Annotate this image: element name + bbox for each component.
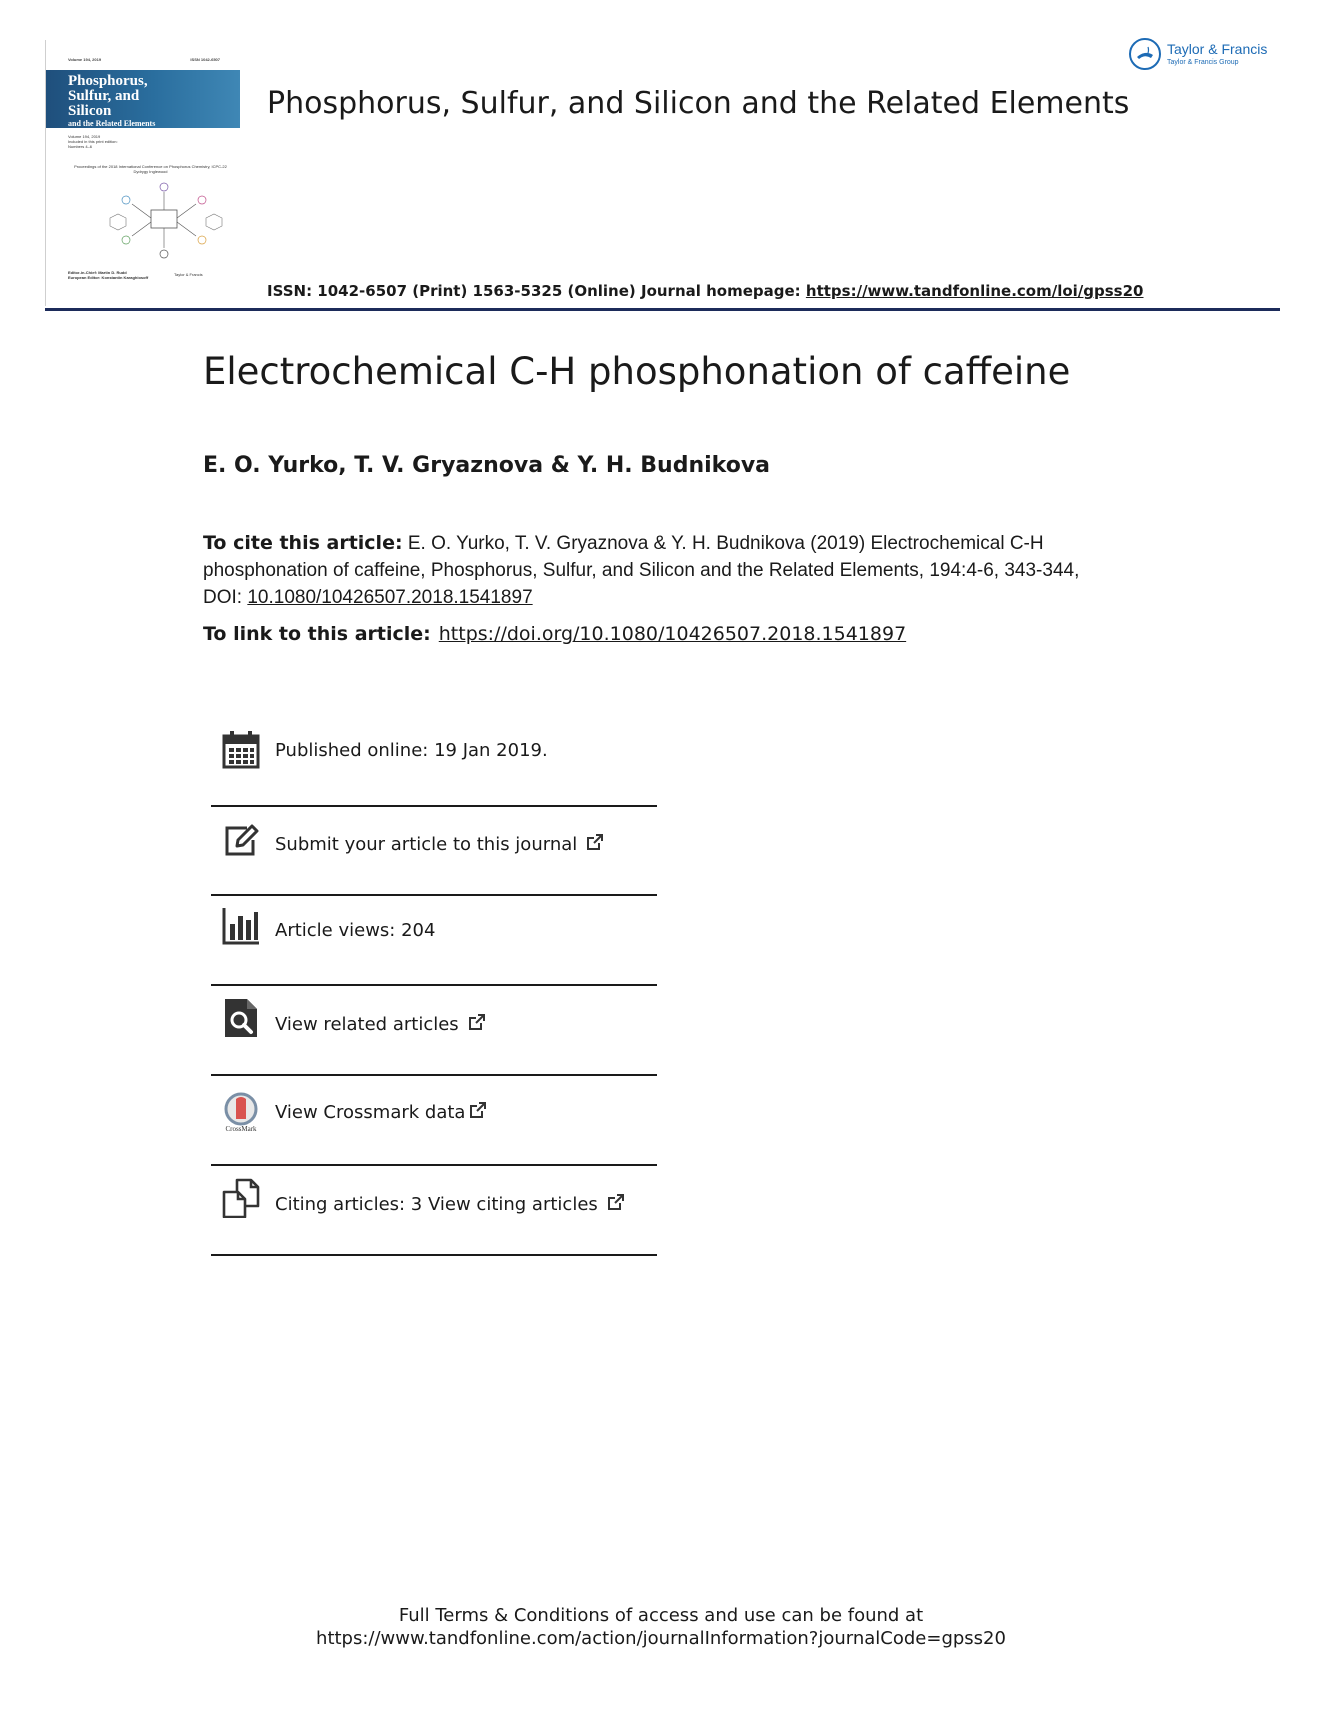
external-link-icon [606,1192,626,1212]
cover-editors [68,270,178,280]
journal-title: Phosphorus, Sulfur, and Silicon and the Related Elements [267,86,1130,121]
journal-cover [45,40,240,306]
citing-documents-icon [221,1178,261,1218]
bar-chart-icon [221,906,261,946]
document-search-icon [221,998,261,1038]
info-row-divider [211,805,657,807]
cover-top-line [68,57,220,62]
info-row-divider [211,1254,657,1256]
info-row-divider [211,894,657,896]
cover-title-line: Sulfur, and [68,88,140,104]
cover-issn-small: ISSN 1042-6507 [190,57,220,62]
article-link-label: To link to this article: [203,623,431,645]
publisher-group: Taylor & Francis Group [1167,59,1239,66]
citation-doi-link[interactable]: 10.1080/10426507.2018.1541897 [247,587,533,608]
issn-text: ISSN: 1042-6507 (Print) 1563-5325 (Online) Journal homepage: [267,282,806,300]
cover-publisher: Taylor & Francis [174,272,203,277]
view-related-articles-text: View related articles [275,1014,459,1035]
publisher-logo [1129,38,1289,78]
cover-proceedings [68,164,233,174]
cover-editor-line: European Editor: Konstantin Karaghiosoff [68,275,149,280]
citation-text: E. O. Yurko, T. V. Gryaznova & Y. H. Budnikova (2019) Electrochemical C-H phosphonation of caffeine, Phosphorus, Sulfur, and Silicon and the Related Elements, 194:4-6, 343-344, DOI: [203,533,1080,608]
cover-subtitle: and the Related Elements [68,119,156,128]
header-divider [45,308,1280,311]
cover-editor-line: Editor-in-Chief: Martin D. Rudd [68,270,127,275]
cover-volume-details [68,134,228,149]
info-row-divider [211,984,657,986]
cover-proceedings-line: Dydrygy Inglewood [133,169,168,174]
crossmark-icon-label: CrossMark [225,1125,257,1133]
info-row-divider [211,1164,657,1166]
cover-volume-line: Volume 194, 2019 [68,57,102,62]
issn-line [267,282,1144,300]
published-date-text: Published online: 19 Jan 2019. [275,740,548,761]
journal-homepage-link[interactable]: https://www.tandfonline.com/loi/gpss20 [805,282,1144,300]
article-authors: E. O. Yurko, T. V. Gryaznova & Y. H. Budnikova [203,453,771,478]
publisher-name: Taylor & Francis [1167,41,1268,57]
cover-title [68,74,228,119]
info-row-divider [211,1074,657,1076]
cover-reaction-scheme-image [96,178,236,268]
external-link-icon [585,832,605,852]
cover-volume-detail: Numbers 4–6 [68,144,93,149]
calendar-icon [221,730,261,770]
article-link-block [203,623,906,645]
submit-article-link[interactable] [275,832,605,855]
article-views-text: Article views: 204 [275,920,436,941]
view-citing-articles-link[interactable] [275,1192,626,1215]
footer [0,1604,1322,1650]
article-doi-url-link[interactable]: https://doi.org/10.1080/10426507.2018.1541897 [438,623,907,645]
view-related-articles-link[interactable] [275,1012,487,1035]
external-link-icon [468,1100,488,1120]
crossmark-icon [220,1092,262,1136]
footer-terms-text: Full Terms & Conditions of access and use can be found at [398,1605,924,1626]
citing-articles-text: Citing articles: 3 View citing articles [275,1194,598,1215]
cover-volume-detail: Included in this print edition: [68,139,118,144]
article-title: Electrochemical C-H phosphonation of caffeine [203,350,1071,393]
citation-label: To cite this article: [203,532,403,554]
citation-block [203,530,1123,611]
view-crossmark-text: View Crossmark data [275,1102,466,1123]
cover-title-line: Phosphorus, [68,73,148,89]
cover-title-line: Silicon [68,103,112,119]
footer-terms-url[interactable]: https://www.tandfonline.com/action/journalInformation?journalCode=gpss20 [316,1628,1006,1649]
cover-volume-detail: Volume 194, 2019 [68,134,101,139]
view-crossmark-link[interactable] [275,1100,488,1123]
external-link-icon [467,1012,487,1032]
cover-proceedings-line: Proceedings of the 2018 International Conference on Phosphorus Chemistry, ICPC-22 [74,164,227,169]
submit-article-text: Submit your article to this journal [275,834,578,855]
publisher-logo-mark-icon [1129,38,1161,70]
edit-icon [221,820,261,860]
publisher-lamp-icon [1131,40,1159,68]
crossmark-badge-icon [220,1092,262,1128]
